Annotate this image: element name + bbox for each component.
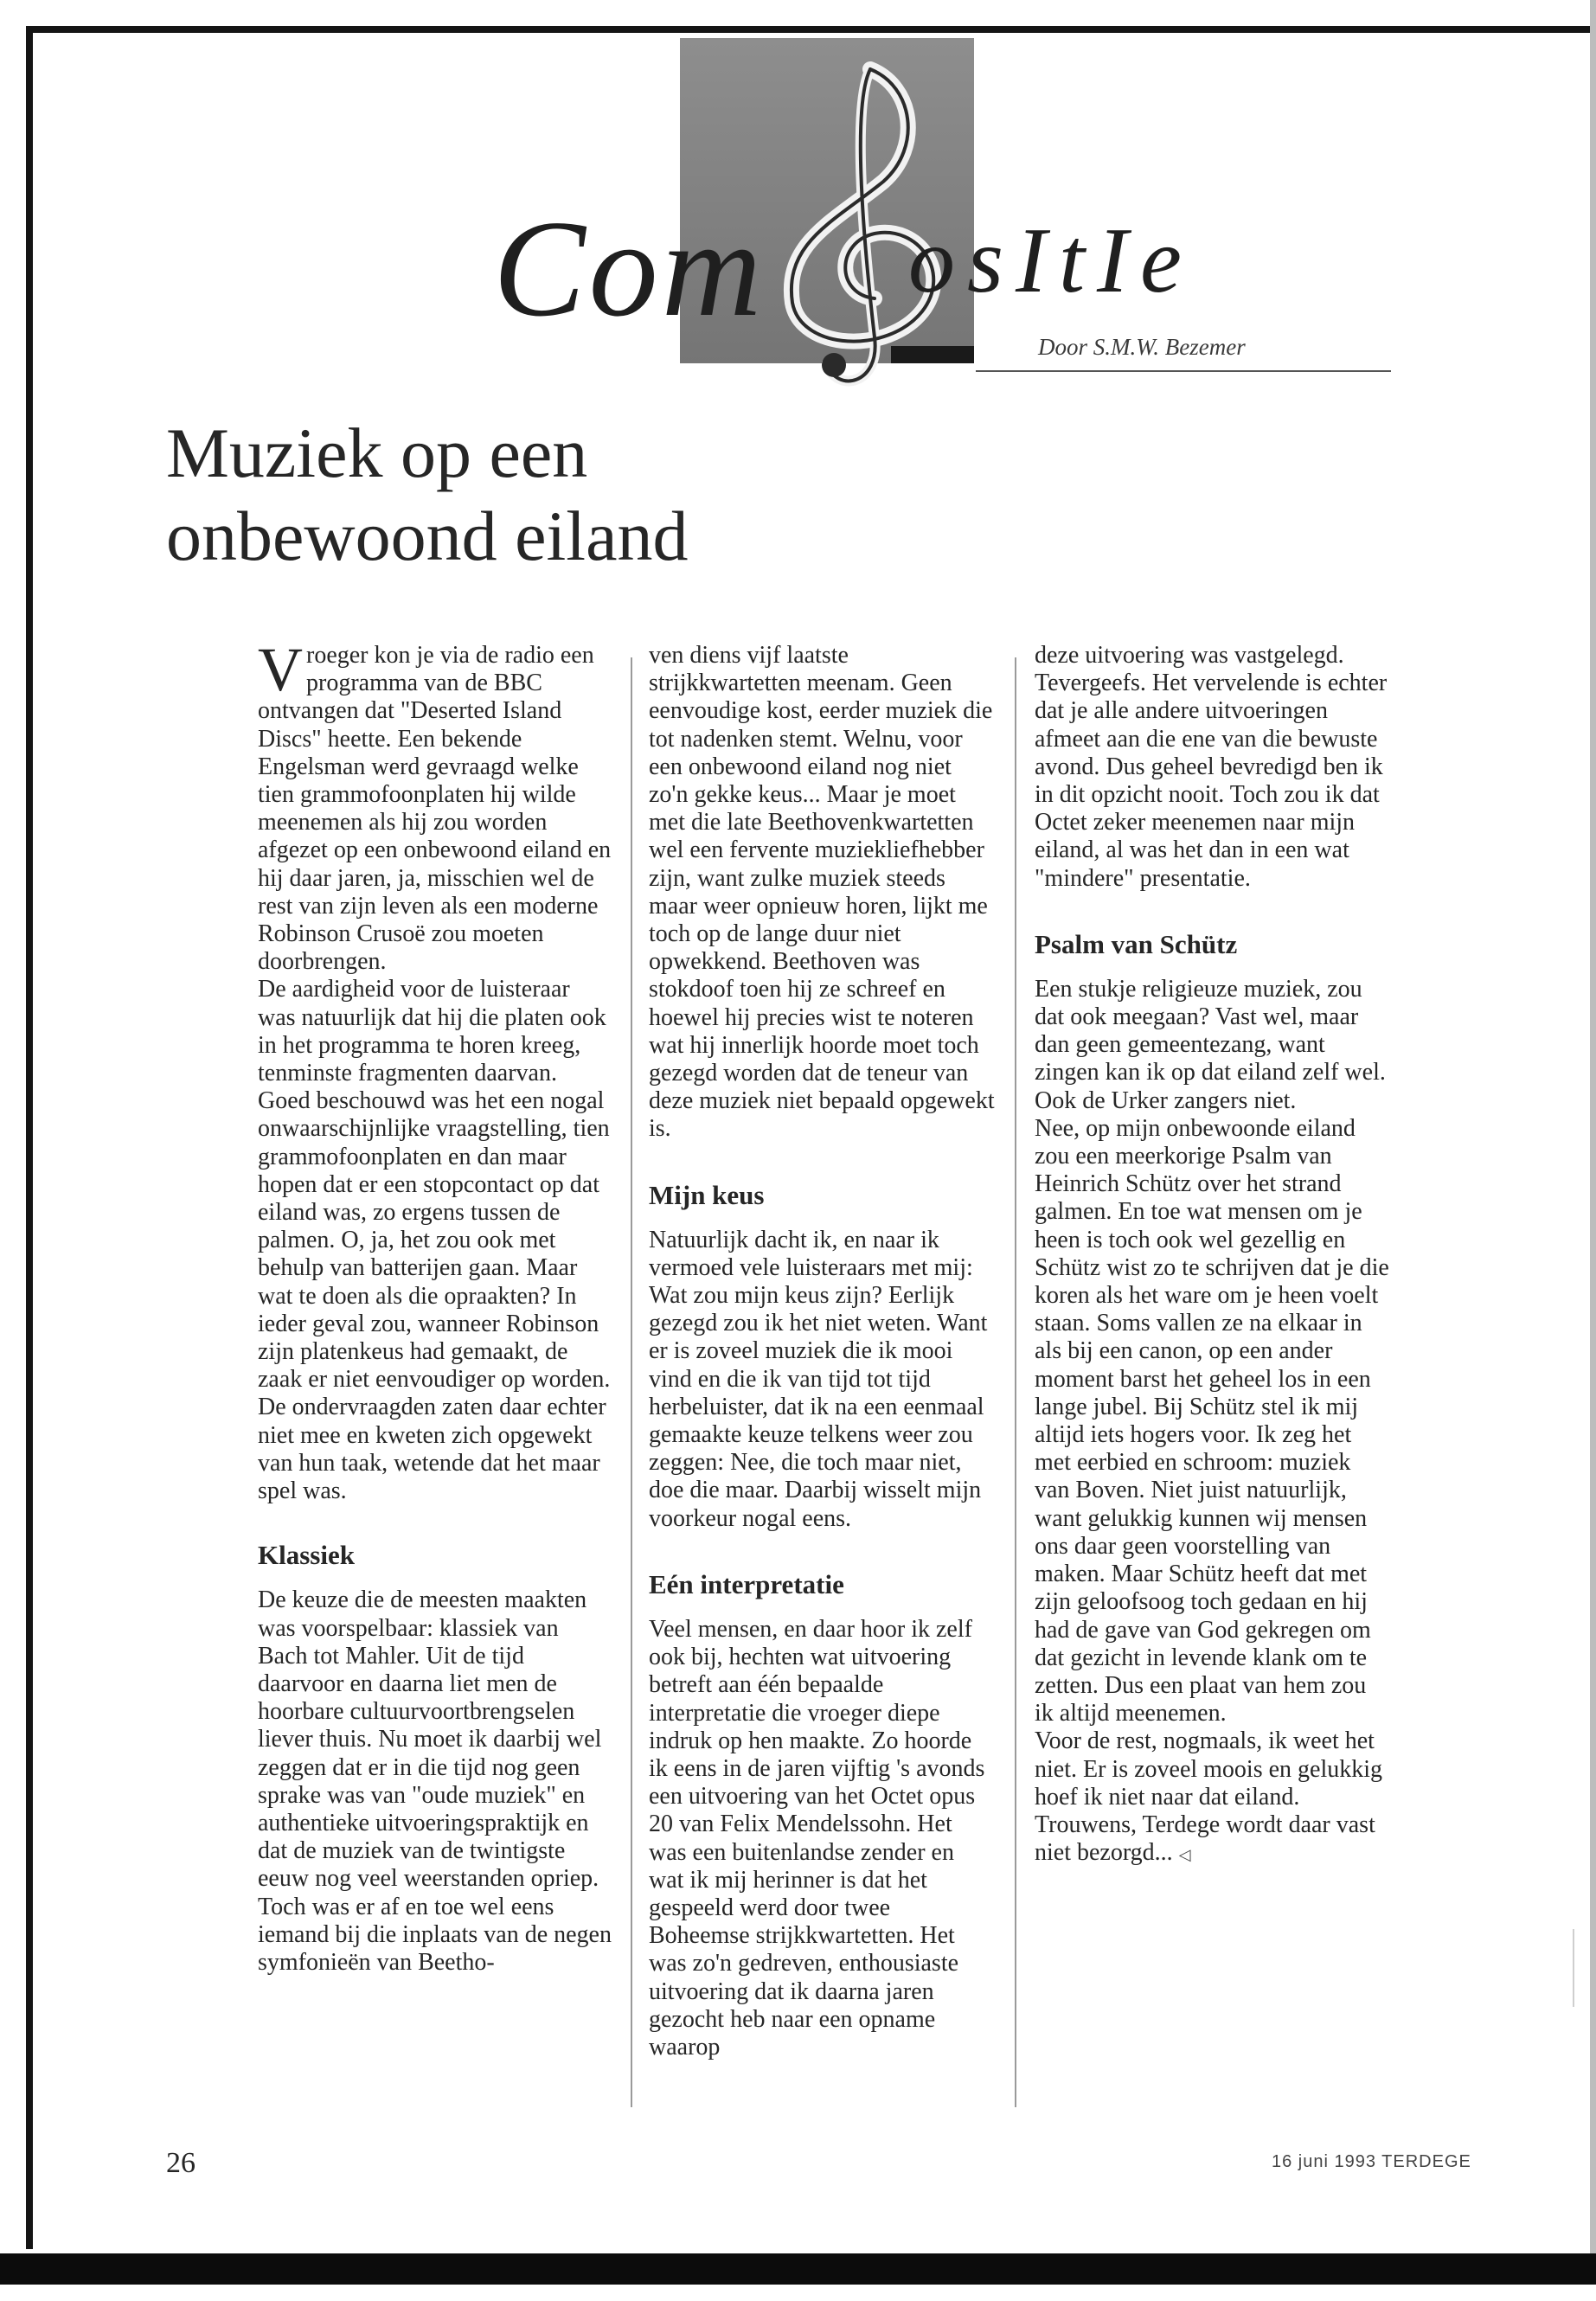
paragraph: [1035, 1727, 1389, 1868]
subheading-psalm-van-schutz: Psalm van Schütz: [1035, 928, 1238, 959]
paragraph: [258, 635, 612, 976]
page-number: 26: [166, 2147, 195, 2179]
paragraph: De keuze die de meesten maakten was voorspelbaar: klassiek van Bach tot Mahler. Uit de tijd daarvoor en daarna liet men de hoorbare cultuurvoortbrengselen liever thuis. Nu moet ik daarbij wel zeggen dat er in die tijd nog geen sprake was van "oude muziek" en authentieke uitvoeringspraktijk en dat de muziek van de twintigste eeuw nog veel weerstanden opriep.: [258, 1586, 602, 1893]
paragraph: Een stukje religieuze muziek, zou dat ook meegaan? Vast wel, maar dan geen gemeentezang, want zingen kan ik op dat eiland zelf wel. Ook de Urker zangers niet.: [1035, 975, 1386, 1114]
text-column-2: [649, 642, 995, 2061]
drop-cap: V: [258, 635, 303, 704]
paragraph: De ondervraagden zaten daar echter niet mee en kweten zich opgewekt van hun taak, wetende dat het maar spel was.: [258, 1394, 606, 1505]
column-divider-1: [631, 657, 632, 2107]
subheading-klassiek: Klassiek: [258, 1540, 355, 1571]
heading-right-text: osItIe: [908, 209, 1194, 312]
text-column-3: [1035, 642, 1389, 1868]
paragraph: Goed beschouwd was het een nogal onwaarschijnlijke vraagstelling, tien grammofoonplaten en dan maar hopen dat er een stopcontact op dat eiland was, zo ergens tussen de palmen. O, ja, het zou ook met behulp van batterijen gaan. Maar wat te doen als die opraakten? In ieder geval zou, wanneer Robinson zijn platenkeus had gemaakt, de zaak er niet eenvoudiger op worden.: [258, 1087, 611, 1394]
subheading-een-interpretatie: Eén interpretatie: [649, 1568, 844, 1599]
paragraph: De aardigheid voor de luisteraar was natuurlijk dat hij die platen ook in het programma te horen kreeg, tenminste fragmenten daarvan.: [258, 976, 606, 1087]
text-column-1: [258, 635, 612, 1977]
end-mark-icon: ◁: [1178, 1846, 1191, 1864]
article-title: Muziek op een onbewoond eiland: [166, 413, 689, 575]
paragraph-text: roeger kon je via de radio een programma van de BBC ontvangen dat "Deserted Island Discs" heette. Een bekende Engelsman werd gevraagd welke tien grammofoonplaten hij wilde meenemen als hij zou worden afgezet op een onbewoond eiland en hij daar jaren, ja, misschien wel de rest van zijn leven als een moderne Robinson Crusoë zou moeten doorbrengen.: [258, 642, 612, 976]
heading-left-part: [493, 189, 765, 349]
paragraph: Nee, op mijn onbewoonde eiland zou een meerkorige Psalm van Heinrich Schütz over het strand galmen. En toe wat mensen om je heen is toch ook wel gezellig en Schütz wist zo te schrijven dat je die koren als het ware om je heen voelt staan. Soms vallen ze na elkaar in als bij een canon, op een ander moment barst het geheel los in een lange jubel. Bij Schütz stel ik mij altijd iets hogers voor. Ik zeg het met eerbied en schroom: muziek van Boven. Niet juist natuurlijk, want gelukkig kunnen wij mensen ons daar geen voorstelling van maken. Maar Schütz heeft dat met zijn geloofsoog toch gedaan en hij had de gave van God gekregen om dat gezicht in levende klank om te zetten. Dus een plaat van hem zou ik altijd meenemen.: [1035, 1114, 1389, 1727]
scan-margin-mark: [1573, 1929, 1574, 2007]
heading-left-text: Com: [493, 191, 766, 345]
byline: Door S.M.W. Bezemer: [1038, 334, 1246, 360]
footer-issue-line: 16 juni 1993 TERDEGE: [1272, 2152, 1471, 2171]
paragraph: Veel mensen, en daar hoor ik zelf ook bij, hechten wat uitvoering betreft aan één bepaalde interpretatie die vroeger diepe indruk op hen maakte. Zo hoorde ik eens in de jaren vijftig 's avonds een uitvoering van het Octet opus 20 van Felix Mendelssohn. Het was een buitenlandse zender en wat ik mij herinner is dat het gespeeld werd door twee Boheemse strijkkwartetten. Het was zo'n gedreven, enthousiaste uitvoering dat ik daarna jaren gezocht heb naar een opname waarop: [649, 1615, 985, 2061]
scan-edge-right: [1590, 0, 1596, 2253]
byline-rule: [976, 370, 1391, 372]
paragraph-text: Voor de rest, nogmaals, ik weet het niet. Er is zoveel moois en gelukkig hoef ik niet naar dat eiland. Trouwens, Terdege wordt daar vast niet bezorgd...: [1035, 1727, 1383, 1867]
paragraph: Natuurlijk dacht ik, en naar ik vermoed vele luisteraars met mij: Wat zou mijn keus zijn? Eerlijk gezegd zou ik het niet weten. Want er is zoveel muziek die ik mooi vind en die ik van tijd tot tijd herbeluister, dat ik na een eenmaal gemaakte keuze telkens weer zou zeggen: Nee, die toch maar niet, doe die maar. Daarbij wisselt mijn voorkeur nogal eens.: [649, 1226, 988, 1532]
scan-edge-left: [26, 26, 33, 2249]
paragraph: Toch was er af en toe wel eens iemand bij die inplaats van de negen symfonieën van Beetho-: [258, 1893, 612, 1976]
subheading-mijn-keus: Mijn keus: [649, 1179, 765, 1210]
paragraph: ven diens vijf laatste strijkkwartetten meenam. Geen eenvoudige kost, eerder muziek die tot nadenken stemt. Welnu, voor een onbewoond eiland nog niet zo'n gekke keus... Maar je moet met die late Beethovenkwartetten wel een fervente muziekliefhebber zijn, want zulke muziek steeds maar weer opnieuw horen, lijkt me toch op de lange duur niet opwekkend. Beethoven was stokdoof toen hij ze schreef en hoewel hij precies wist te noteren wat hij innerlijk hoorde moet toch gezegd worden dat de teneur van deze muziek niet bepaald opgewekt is.: [649, 642, 995, 1143]
paragraph: deze uitvoering was vastgelegd. Tevergeefs. Het vervelende is echter dat je alle andere uitvoeringen afmeet aan die ene van die bewuste avond. Dus geheel bevredigd ben ik in dit opzicht nooit. Toch zou ik dat Octet zeker meenemen naar mijn eiland, al was het dan in een wat "mindere" presentatie.: [1035, 642, 1388, 892]
column-divider-2: [1015, 657, 1016, 2107]
scan-edge-bottom: [0, 2253, 1596, 2285]
scan-edge-top: [26, 26, 1596, 33]
